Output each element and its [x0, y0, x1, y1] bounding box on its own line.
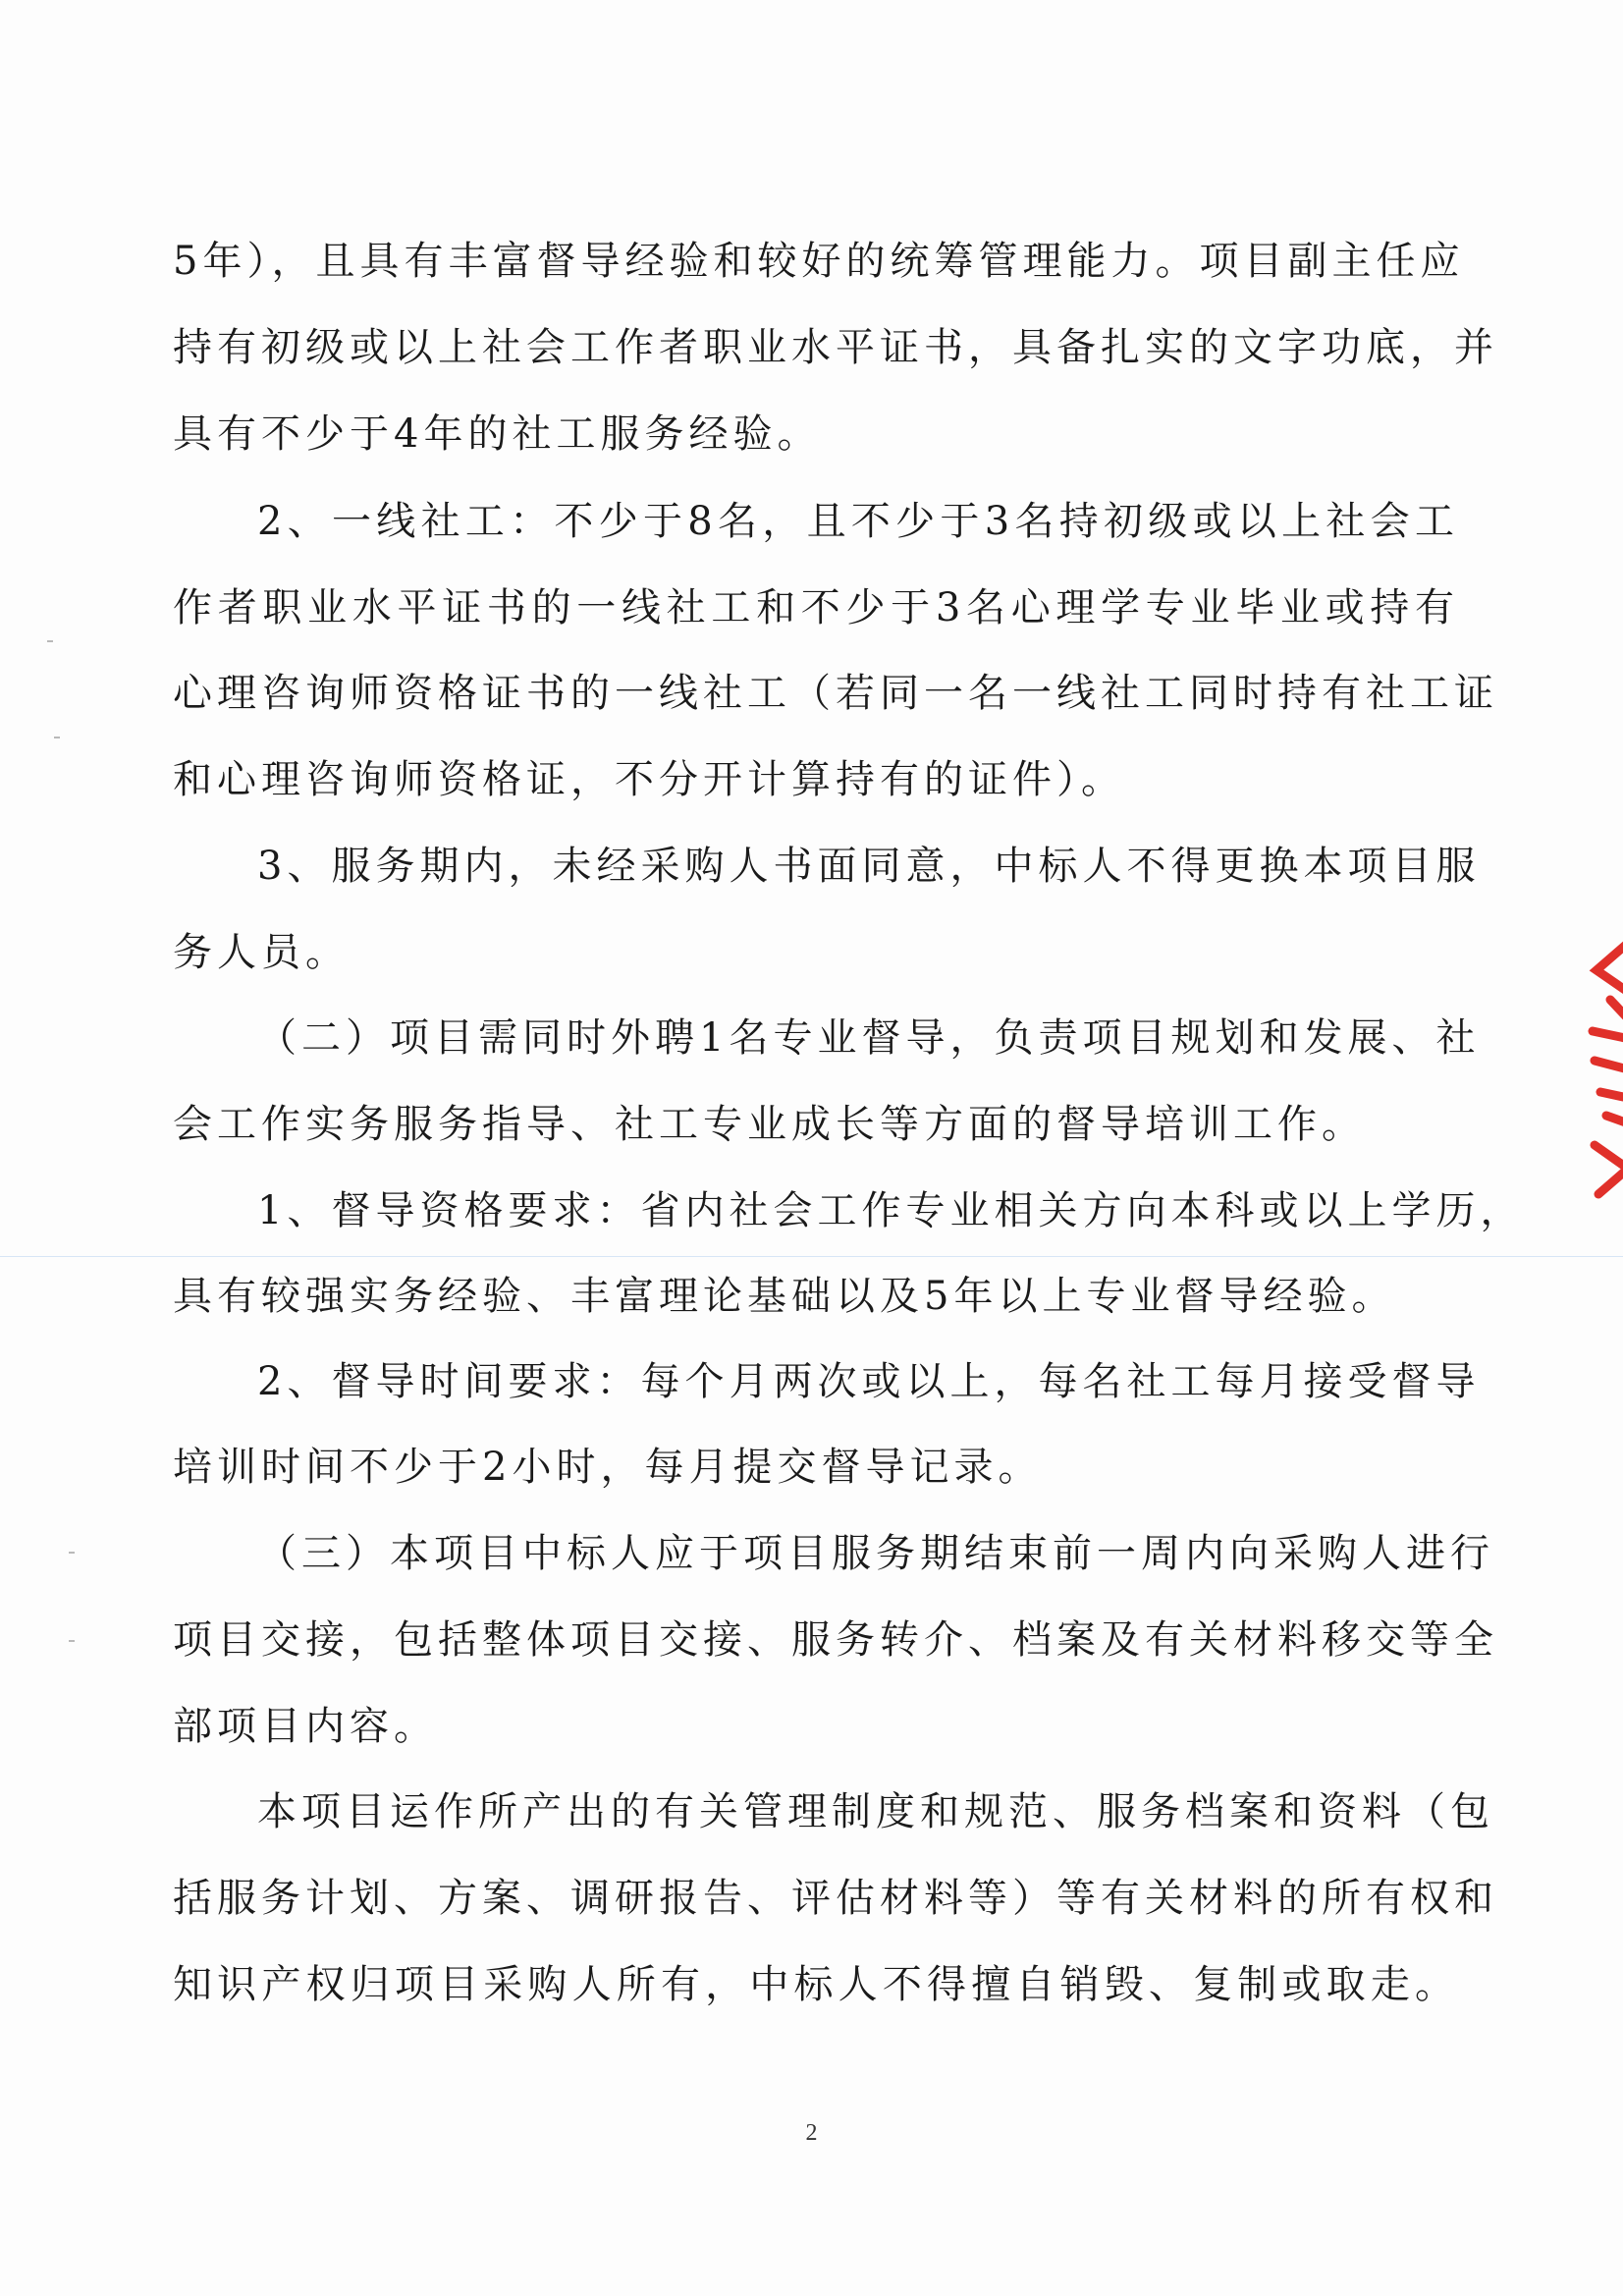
text-line-2: 持有初级或以上社会工作者职业水平证书，具备扎实的文字功底，并	[173, 325, 1498, 370]
text-line-5: 作者职业水平证书的一线社工和不少于3名心理学专业毕业或持有	[173, 585, 1459, 630]
text-line-19: 本项目运作所产出的有关管理制度和规范、服务档案和资料（包	[257, 1789, 1494, 1834]
text-line-17: 项目交接，包括整体项目交接、服务转介、档案及有关材料移交等全	[173, 1617, 1498, 1663]
text-line-12: 1、督导资格要求：省内社会工作专业相关方向本科或以上学历，	[257, 1188, 1525, 1233]
text-line-8: 3、服务期内，未经采购人书面同意，中标人不得更换本项目服	[257, 844, 1481, 889]
text-line-1: 5年），且具有丰富督导经验和较好的统筹管理能力。项目副主任应	[173, 239, 1465, 284]
scan-speck	[69, 1552, 75, 1554]
text-line-7: 和心理咨询师资格证，不分开计算持有的证件）。	[173, 757, 1125, 802]
scan-speck	[69, 1640, 75, 1642]
scan-artifact-line	[0, 1256, 1623, 1257]
text-line-10: （二）项目需同时外聘1名专业督导，负责项目规划和发展、社	[257, 1015, 1481, 1061]
text-line-20: 括服务计划、方案、调研报告、评估材料等）等有关材料的所有权和	[173, 1876, 1498, 1921]
text-line-11: 会工作实务服务指导、社工专业成长等方面的督导培训工作。	[173, 1102, 1366, 1147]
text-line-21: 知识产权归项目采购人所有，中标人不得擅自销毁、复制或取走。	[173, 1962, 1459, 2007]
text-line-15: 培训时间不少于2小时，每月提交督导记录。	[173, 1445, 1043, 1490]
text-line-3: 具有不少于4年的社工服务经验。	[173, 411, 822, 457]
scan-speck	[54, 737, 60, 738]
text-line-18: 部项目内容。	[173, 1704, 438, 1749]
text-line-13: 具有较强实务经验、丰富理论基础以及5年以上专业督导经验。	[173, 1274, 1396, 1319]
text-line-16: （三）本项目中标人应于项目服务期结束前一周内向采购人进行	[257, 1531, 1494, 1576]
text-line-14: 2、督导时间要求：每个月两次或以上，每名社工每月接受督导	[257, 1359, 1481, 1404]
text-line-6: 心理咨询师资格证书的一线社工（若同一名一线社工同时持有社工证	[173, 671, 1498, 716]
scan-speck	[47, 640, 53, 642]
page-number: 2	[805, 2120, 818, 2146]
red-seal-stamp-fragment	[1569, 923, 1623, 1218]
text-line-9: 务人员。	[173, 930, 350, 975]
text-line-4: 2、一线社工：不少于8名，且不少于3名持初级或以上社会工	[257, 499, 1459, 544]
